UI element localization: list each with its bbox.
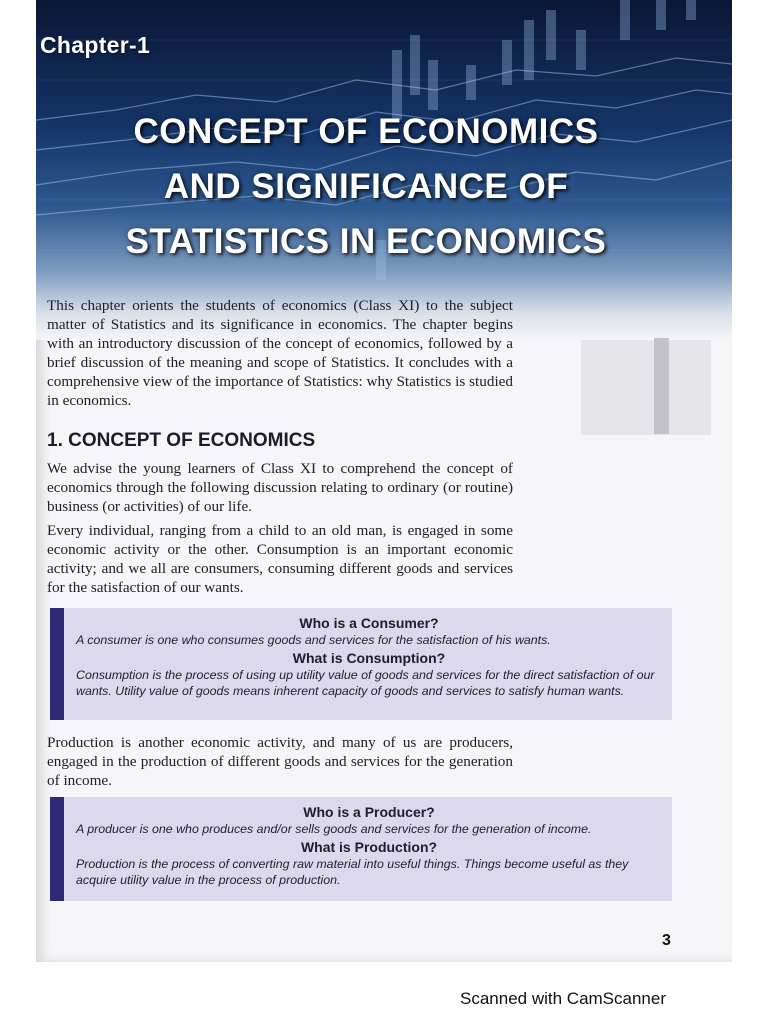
page-number: 3 (662, 932, 671, 949)
scanner-watermark: Scanned with CamScanner (460, 989, 667, 1008)
producer-definition-box (50, 797, 672, 901)
chapter-banner (36, 0, 732, 340)
show-through-bar (654, 338, 669, 434)
chapter-title (36, 104, 696, 269)
show-through-panel (581, 340, 711, 435)
intro-paragraph: This chapter orients the students of economics (Class XI) to the subject matter of Statistics and its significance in economics. The chapter begins with an introductory discussion of the concept of economics, followed by a brief discussion of the meaning and scope of Statistics. It concludes with a comprehensive view of the importance of Statistics: why Statistics is studied in economics. (47, 297, 513, 409)
consumer-definition-box (50, 608, 672, 720)
callout-answer: Production is the process of converting raw material into useful things. Things become useful as they acquire utility value in the process of production. (76, 857, 629, 887)
body-paragraph: Production is another economic activity, and many of us are producers, engaged in the production of different goods and services for the generation of income. (47, 734, 513, 789)
chapter-title-line: STATISTICS IN ECONOMICS (125, 222, 607, 261)
callout-answer: Consumption is the process of using up utility value of goods and services for the direct satisfaction of our wants. Utility value of goods means inherent capacity of goods and services to satisfy human wants. (76, 668, 655, 698)
callout-question: Who is a Producer? (303, 804, 435, 820)
body-paragraph: Every individual, ranging from a child to an old man, is engaged in some economic activity or the other. Consumption is an important economic activity; and we all are consumers, consuming different goods and services for the satisfaction of our wants. (47, 522, 513, 596)
callout-question: What is Production? (300, 839, 438, 855)
callout-question: What is Consumption? (292, 650, 446, 666)
callout-answer: A producer is one who produces and/or sells goods and services for the generation of income. (76, 822, 592, 836)
scanned-page (36, 0, 732, 962)
chapter-title-line: AND SIGNIFICANCE OF (163, 167, 569, 206)
chapter-label: Chapter-1 (40, 32, 151, 58)
section-heading: 1. CONCEPT OF ECONOMICS (47, 430, 316, 451)
chapter-title-line: CONCEPT OF ECONOMICS (133, 112, 599, 151)
callout-question: Who is a Consumer? (299, 615, 439, 631)
callout-answer: A consumer is one who consumes goods and services for the satisfaction of his wants. (76, 633, 551, 647)
body-paragraph: We advise the young learners of Class XI to comprehend the concept of economics through the following discussion relating to ordinary (or routine) business (or activities) of our life. (47, 460, 513, 515)
